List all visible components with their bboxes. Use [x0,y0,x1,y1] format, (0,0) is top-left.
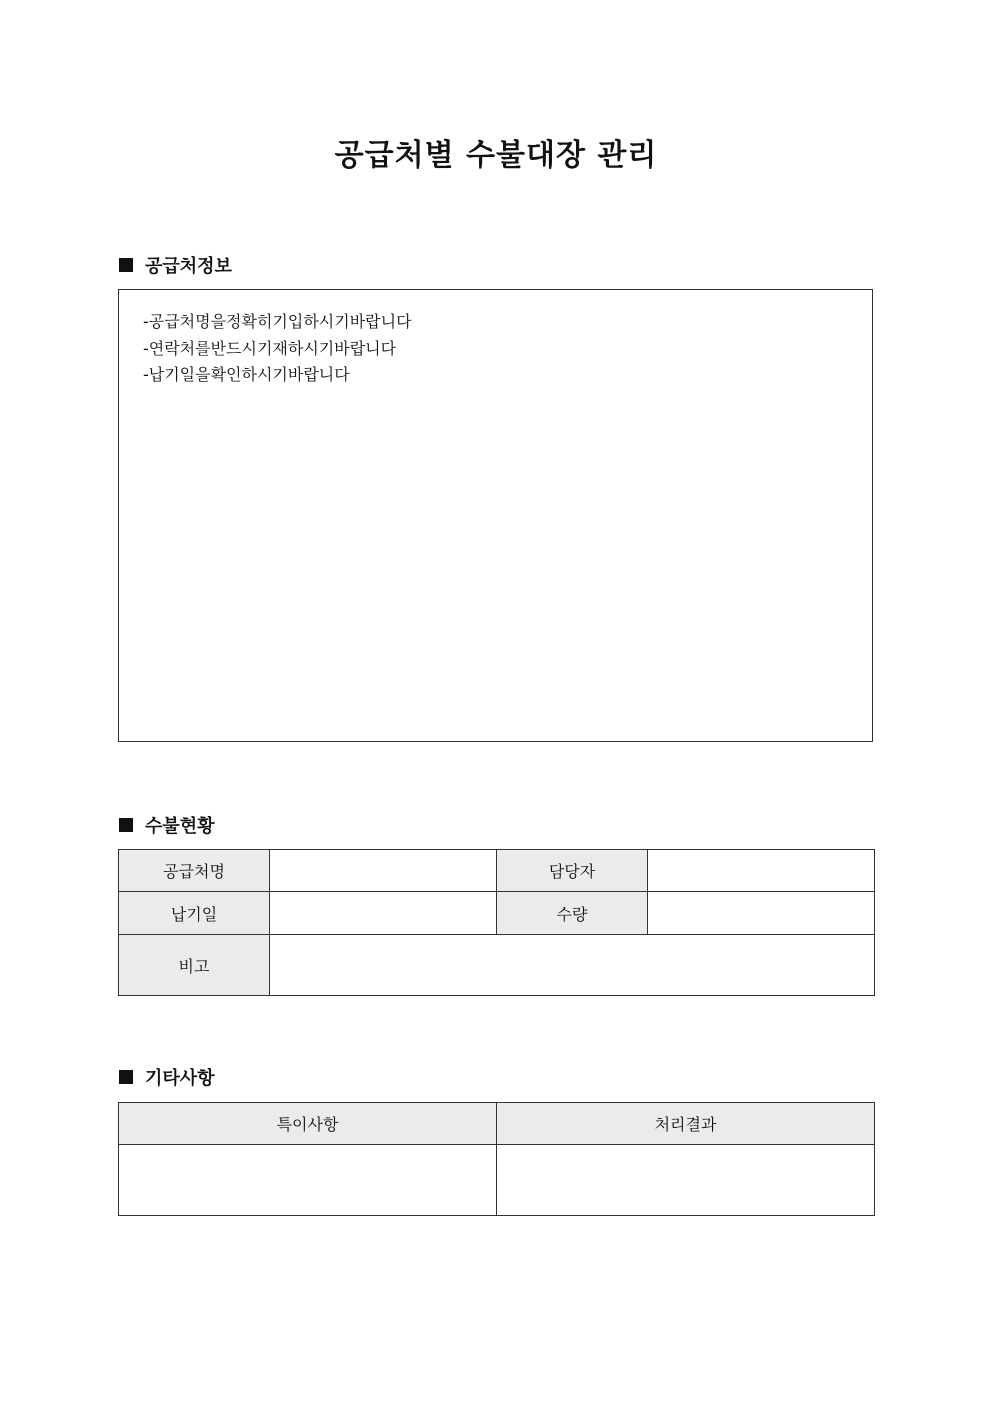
inventory-status-heading-label: 수불현황 [145,816,215,837]
other-matters-heading [119,1065,215,1089]
remarks-field[interactable] [270,935,875,996]
supplier-info-heading [119,253,232,277]
square-bullet-icon [119,1070,133,1084]
manager-label: 담당자 [497,850,648,892]
manager-field[interactable] [648,850,875,892]
supplier-info-heading-label: 공급처정보 [145,256,232,277]
special-notes-header: 특이사항 [119,1103,497,1145]
quantity-field[interactable] [648,892,875,935]
square-bullet-icon [119,818,133,832]
table-row [119,892,875,935]
supplier-name-field[interactable] [270,850,497,892]
supplier-info-box[interactable] [118,289,873,742]
quantity-label: 수량 [497,892,648,935]
other-matters-heading-label: 기타사항 [145,1068,215,1089]
inventory-status-table [118,849,875,996]
table-row [119,935,875,996]
supplier-info-line: -납기일을확인하시기바랍니다 [143,365,350,384]
table-row [119,1103,875,1145]
square-bullet-icon [119,258,133,272]
processing-result-field[interactable] [497,1145,875,1216]
supplier-info-line: -연락처를반드시기재하시기바랍니다 [143,338,397,358]
table-row [119,850,875,892]
supplier-name-label: 공급처명 [119,850,270,892]
due-date-field[interactable] [270,892,497,935]
special-notes-field[interactable] [119,1145,497,1216]
due-date-label: 납기일 [119,892,270,935]
processing-result-header: 처리결과 [497,1103,875,1145]
page-title: 공급처별 수불대장 관리 [334,138,658,173]
other-matters-table [118,1102,875,1216]
supplier-info-line: -공급처명을정확히기입하시기바랍니다 [143,312,412,331]
inventory-status-heading [119,813,215,837]
remarks-label: 비고 [119,935,270,996]
table-row [119,1145,875,1216]
